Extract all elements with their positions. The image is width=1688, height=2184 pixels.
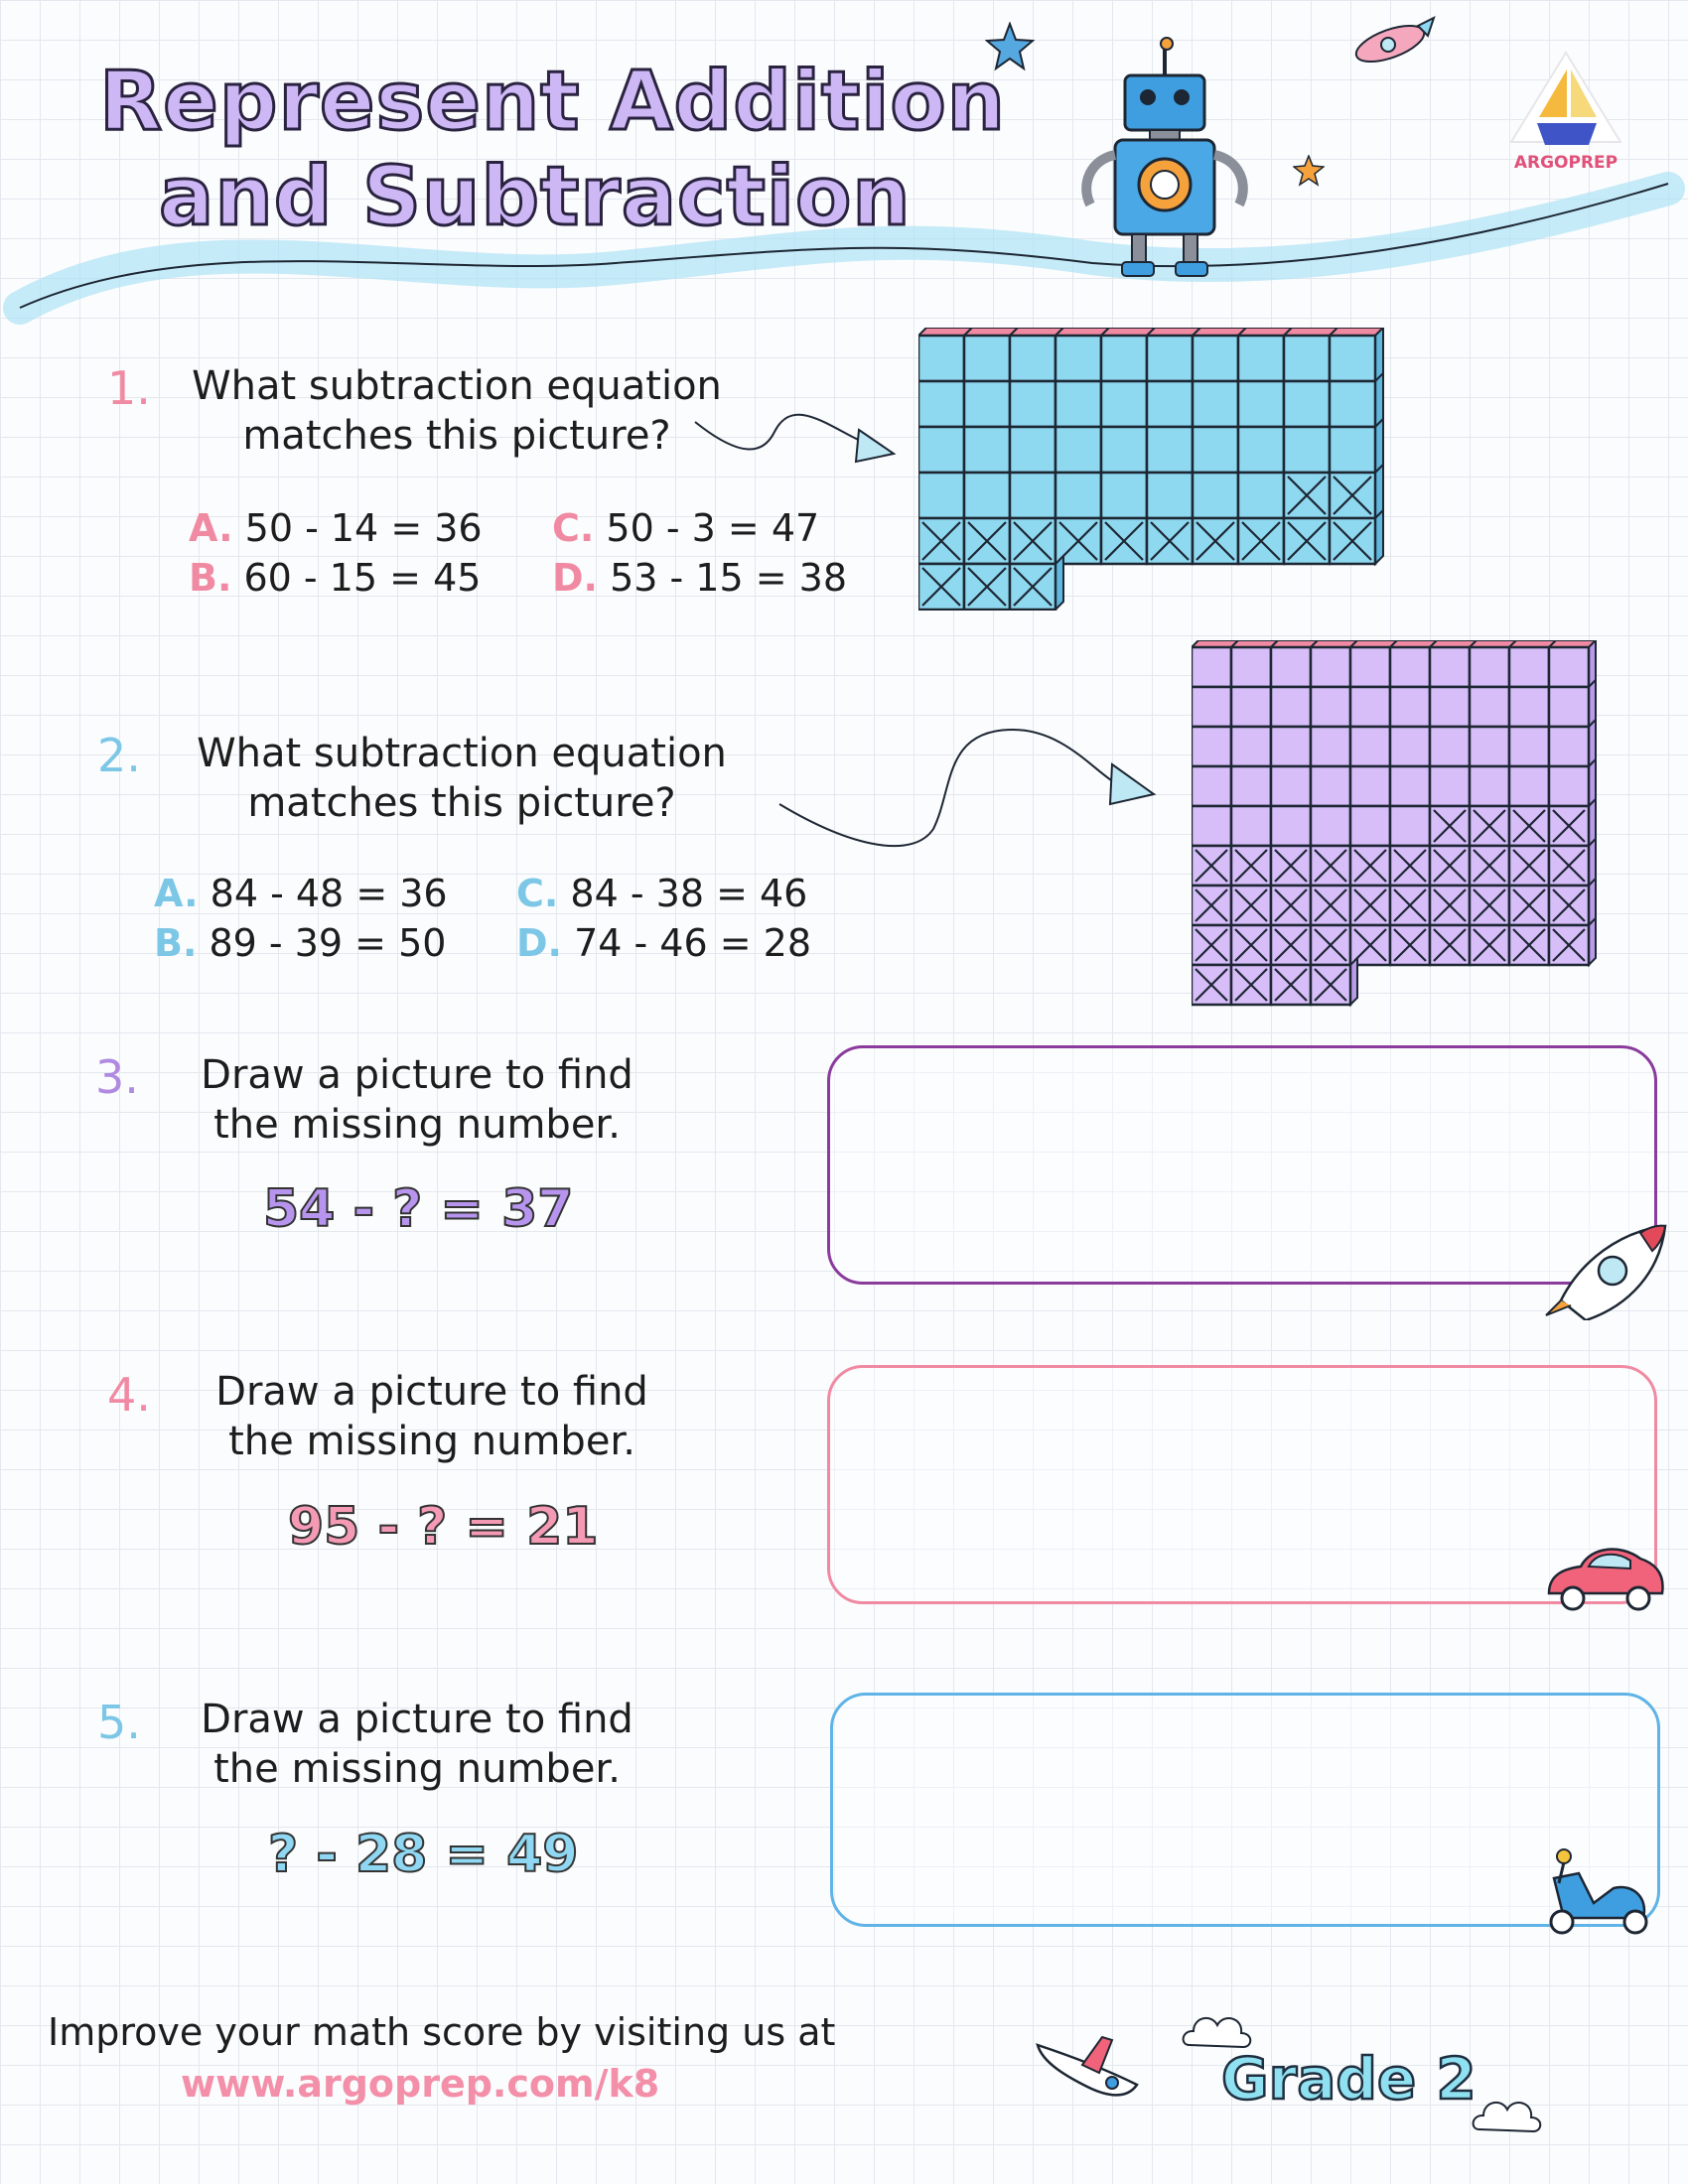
unit-block <box>1509 647 1549 687</box>
unit-block <box>1549 687 1589 727</box>
unit-block <box>1193 381 1238 427</box>
question-5-equation: ? - 28 = 49 <box>268 1825 579 1884</box>
unit-block <box>1390 806 1430 846</box>
option-text: 60 - 15 = 45 <box>243 556 482 600</box>
unit-block <box>1238 427 1284 473</box>
option-text: 74 - 46 = 28 <box>574 921 812 965</box>
unit-block <box>918 336 964 381</box>
unit-block <box>1350 727 1390 766</box>
unit-block <box>1549 766 1589 806</box>
unit-block <box>1390 647 1430 687</box>
unit-block <box>1390 766 1430 806</box>
prompt-line: matches this picture? <box>247 780 676 826</box>
unit-block <box>918 381 964 427</box>
unit-block <box>1101 427 1147 473</box>
question-2-option-c[interactable] <box>516 869 807 918</box>
unit-block <box>1192 687 1231 727</box>
unit-block <box>1271 766 1311 806</box>
unit-block <box>1284 336 1330 381</box>
unit-block <box>1010 381 1055 427</box>
unit-block <box>1147 473 1193 518</box>
question-3-equation: 54 - ? = 37 <box>263 1179 574 1239</box>
unit-block <box>1010 336 1055 381</box>
option-letter: A. <box>189 506 233 550</box>
prompt-line: Draw a picture to find <box>201 1052 633 1098</box>
unit-block <box>1147 381 1193 427</box>
question-4-equation: 95 - ? = 21 <box>288 1497 599 1557</box>
question-5-number <box>97 1696 141 1749</box>
unit-block <box>1055 473 1101 518</box>
base-ten-blocks-q1 <box>918 328 1390 611</box>
footer-text: Improve your math score by visiting us at <box>48 2010 836 2054</box>
unit-block <box>964 473 1010 518</box>
unit-block <box>1509 687 1549 727</box>
prompt-line: matches this picture? <box>242 413 671 459</box>
question-3-number <box>95 1050 139 1104</box>
logo-text: ARGOPREP <box>1513 153 1618 173</box>
unit-block <box>1311 727 1350 766</box>
option-letter: A. <box>154 872 199 915</box>
prompt-line: the missing number. <box>213 1102 621 1148</box>
unit-block <box>1231 647 1271 687</box>
unit-block <box>1430 766 1470 806</box>
prompt-line: What subtraction equation <box>192 363 722 409</box>
unit-block <box>1350 806 1390 846</box>
unit-block <box>1101 473 1147 518</box>
option-letter: B. <box>189 556 232 600</box>
star-icon <box>985 22 1035 71</box>
unit-block <box>964 427 1010 473</box>
option-text: 84 - 38 = 46 <box>570 872 808 915</box>
unit-block <box>1231 687 1271 727</box>
unit-block <box>1055 427 1101 473</box>
option-text: 53 - 15 = 38 <box>610 556 848 600</box>
arrow-2 <box>774 720 1162 859</box>
unit-block <box>1470 647 1509 687</box>
unit-block <box>1147 336 1193 381</box>
unit-block <box>1549 727 1589 766</box>
unit-block <box>1549 647 1589 687</box>
unit-block <box>1430 687 1470 727</box>
unit-block <box>1101 381 1147 427</box>
option-text: 89 - 39 = 50 <box>209 921 447 965</box>
question-5-prompt <box>159 1695 675 1794</box>
prompt-line: Draw a picture to find <box>201 1697 633 1742</box>
unit-block <box>1101 336 1147 381</box>
unit-block <box>1350 687 1390 727</box>
rocket-icon <box>1541 1221 1670 1320</box>
question-2-prompt <box>169 729 755 828</box>
question-2-number <box>97 729 141 782</box>
option-text: 84 - 48 = 36 <box>210 872 448 915</box>
unit-block <box>1470 727 1509 766</box>
unit-block <box>1330 427 1375 473</box>
unit-block <box>1055 381 1101 427</box>
option-text: 50 - 14 = 36 <box>244 506 483 550</box>
question-1-option-d[interactable] <box>552 553 847 603</box>
base-ten-blocks-q2 <box>1192 640 1604 1008</box>
question-number-text: 4. <box>107 1368 151 1422</box>
unit-block <box>1231 806 1271 846</box>
option-letter: C. <box>552 506 595 550</box>
prompt-line: the missing number. <box>213 1746 621 1792</box>
option-letter: C. <box>516 872 559 915</box>
question-1-number <box>107 361 151 415</box>
unit-block <box>1311 647 1350 687</box>
unit-block <box>1430 727 1470 766</box>
option-letter: D. <box>516 921 562 965</box>
arrow-1 <box>685 392 904 481</box>
unit-block <box>1271 806 1311 846</box>
unit-block <box>1470 766 1509 806</box>
unit-block <box>1271 647 1311 687</box>
question-2-option-b[interactable] <box>154 918 446 968</box>
prompt-line: Draw a picture to find <box>215 1369 648 1415</box>
option-letter: B. <box>154 921 198 965</box>
unit-block <box>1192 727 1231 766</box>
question-2-option-a[interactable] <box>154 869 448 918</box>
unit-block <box>1509 766 1549 806</box>
unit-block <box>1193 336 1238 381</box>
unit-block <box>1271 687 1311 727</box>
header-wave <box>0 169 1688 328</box>
question-2-option-d[interactable] <box>516 918 811 968</box>
sailboat-icon <box>1501 48 1630 157</box>
unit-block <box>1311 766 1350 806</box>
grade-label: Grade 2 <box>1221 2045 1477 2113</box>
question-1-prompt <box>169 361 745 461</box>
unit-block <box>1055 336 1101 381</box>
unit-block <box>1330 381 1375 427</box>
answer-box-3[interactable] <box>827 1045 1657 1285</box>
rocket-icon <box>1348 12 1438 71</box>
unit-block <box>918 427 964 473</box>
question-number-text: 3. <box>95 1050 139 1104</box>
unit-block <box>1271 727 1311 766</box>
question-4-prompt <box>174 1367 690 1466</box>
robot-illustration <box>1070 36 1259 284</box>
unit-block <box>1350 766 1390 806</box>
star-icon <box>1293 155 1325 187</box>
unit-block <box>1238 336 1284 381</box>
unit-block <box>1231 766 1271 806</box>
question-1-option-a[interactable] <box>189 503 483 553</box>
scooter-icon <box>1534 1848 1663 1938</box>
question-number-text: 2. <box>97 729 141 782</box>
unit-block <box>1192 766 1231 806</box>
cloud-icon <box>1470 2090 1549 2139</box>
unit-block <box>1147 427 1193 473</box>
unit-block <box>1350 647 1390 687</box>
prompt-line: What subtraction equation <box>197 731 727 776</box>
prompt-line: the missing number. <box>228 1419 635 1464</box>
car-icon <box>1541 1539 1670 1618</box>
unit-block <box>1010 427 1055 473</box>
unit-block <box>1193 427 1238 473</box>
unit-block <box>964 381 1010 427</box>
unit-block <box>1193 473 1238 518</box>
unit-block <box>1010 473 1055 518</box>
unit-block <box>1284 427 1330 473</box>
unit-block <box>1284 381 1330 427</box>
footer-link[interactable]: www.argoprep.com/k8 <box>181 2062 660 2106</box>
question-1-option-c[interactable] <box>552 503 819 553</box>
airplane-icon <box>1028 2025 1147 2105</box>
unit-block <box>1238 381 1284 427</box>
unit-block <box>1430 647 1470 687</box>
page-title-line2: and Subtraction <box>159 150 912 244</box>
option-text: 50 - 3 = 47 <box>606 506 820 550</box>
unit-block <box>1238 473 1284 518</box>
question-4-number <box>107 1368 151 1422</box>
unit-block <box>1311 687 1350 727</box>
answer-box-4[interactable] <box>827 1365 1657 1604</box>
option-letter: D. <box>552 556 598 600</box>
unit-block <box>1192 806 1231 846</box>
unit-block <box>964 336 1010 381</box>
unit-block <box>1390 687 1430 727</box>
unit-block <box>1231 727 1271 766</box>
unit-block <box>918 473 964 518</box>
argoprep-logo <box>1501 48 1630 187</box>
page-title-line1: Represent Addition <box>99 55 1007 149</box>
question-3-prompt <box>159 1050 675 1150</box>
question-1-option-b[interactable] <box>189 553 481 603</box>
unit-block <box>1390 727 1430 766</box>
unit-block <box>1509 727 1549 766</box>
unit-block <box>1330 336 1375 381</box>
question-number-text: 5. <box>97 1696 141 1749</box>
question-number-text: 1. <box>107 361 151 415</box>
unit-block <box>1311 806 1350 846</box>
unit-block <box>1192 647 1231 687</box>
unit-block <box>1470 687 1509 727</box>
